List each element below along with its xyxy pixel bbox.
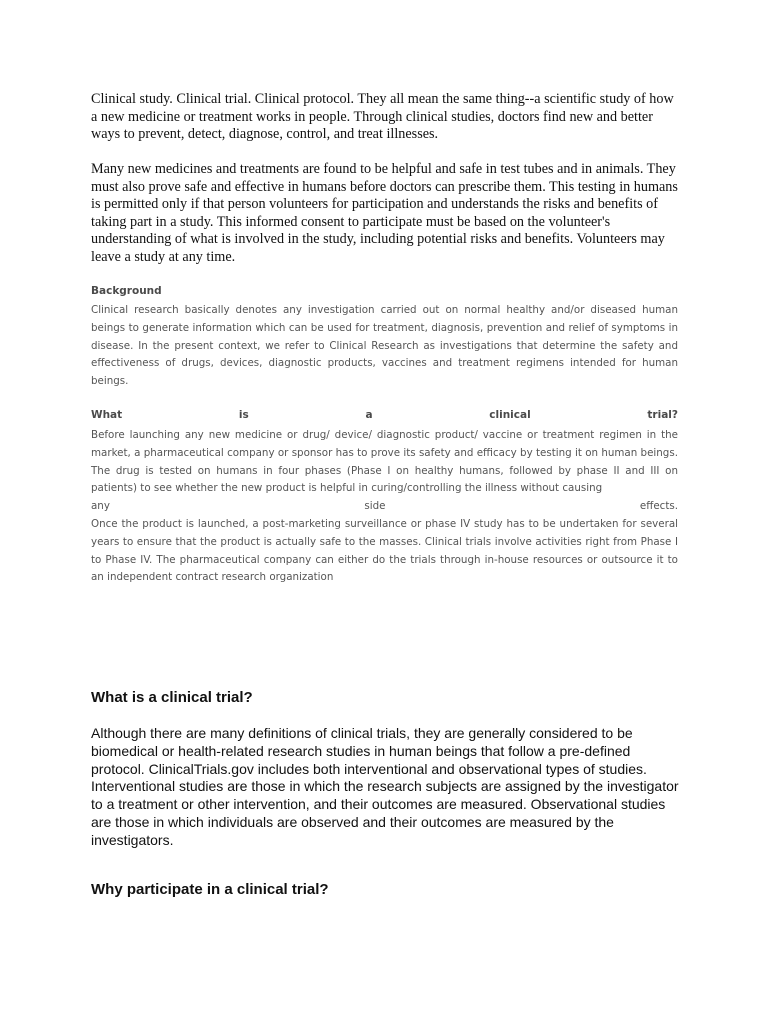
heading-word: a (365, 409, 373, 421)
consent-paragraph: Many new medicines and treatments are found to be helpful and safe in test tubes and in animals. They must also prove safe and effective in humans before doctors can prescribe them. This testing in humans is permitted only if that person volunteers for participation and understands the risks and benefits of taking part in a study. This informed consent to participate must be based on the volunteer's understanding of what is involved in the study, including potential risks and benefits. Volunteers may leave a study at any time. (91, 161, 678, 265)
heading-word: trial? (647, 409, 678, 421)
heading-word: is (238, 409, 249, 421)
trial-paragraph: Before launching any new medicine or drug/ device/ diagnostic product/ vaccine or treatment regimen in the market, a pharmaceutical company or sponsor has to prove its safety and efficacy by testing it on human beings. The drug is tested on humans in four phases (Phase I on healthy humans, followed by phase II and III on patients) to see whether the new product is helpful in curing/controlling the illness without causing (91, 429, 678, 495)
why-participate-heading: Why participate in a clinical trial? (91, 881, 329, 898)
trial-paragraph-last-line (91, 498, 678, 516)
heading-word: clinical (489, 409, 531, 421)
line-word: effects. (639, 500, 678, 512)
clinical-trial-subheading (91, 409, 678, 421)
background-heading: Background (91, 285, 162, 297)
what-is-clinical-trial-heading: What is a clinical trial? (91, 689, 253, 706)
line-word: any (91, 500, 110, 512)
post-marketing-paragraph: Once the product is launched, a post-marketing surveillance or phase IV study has to be undertaken for several years to ensure that the product is actually safe to the masses. Clinical trials involve activities right from Phase I to Phase IV. The pharmaceutical company can either do the trials through in-house resources or outsource it to an independent contract research organization (91, 518, 678, 584)
heading-word: What (91, 409, 123, 421)
line-word: side (364, 500, 386, 512)
intro-paragraph: Clinical study. Clinical trial. Clinical protocol. They all mean the same thing--a scientific study of how a new medicine or treatment works in people. Through clinical studies, doctors find new and better ways to prevent, detect, diagnose, control, and treat illnesses. (91, 91, 674, 143)
background-paragraph: Clinical research basically denotes any investigation carried out on normal healthy and/or diseased human beings to generate information which can be used for treatment, diagnosis, prevention and relief of symptoms in disease. In the present context, we refer to Clinical Research as investigations that determine the safety and effectiveness of drugs, devices, diagnostic products, vaccines and treatment regimens intended for human beings. (91, 304, 678, 388)
definition-paragraph: Although there are many definitions of clinical trials, they are generally considered to be biomedical or health-related research studies in human beings that follow a pre-defined protocol. ClinicalTrials.gov includes both interventional and observational types of studies. Interventional studies are those in which the research subjects are assigned by the investigator to a treatment or other intervention, and their outcomes are measured. Observational studies are those in which individuals are observed and their outcomes are measured by the investigators. (91, 725, 679, 848)
